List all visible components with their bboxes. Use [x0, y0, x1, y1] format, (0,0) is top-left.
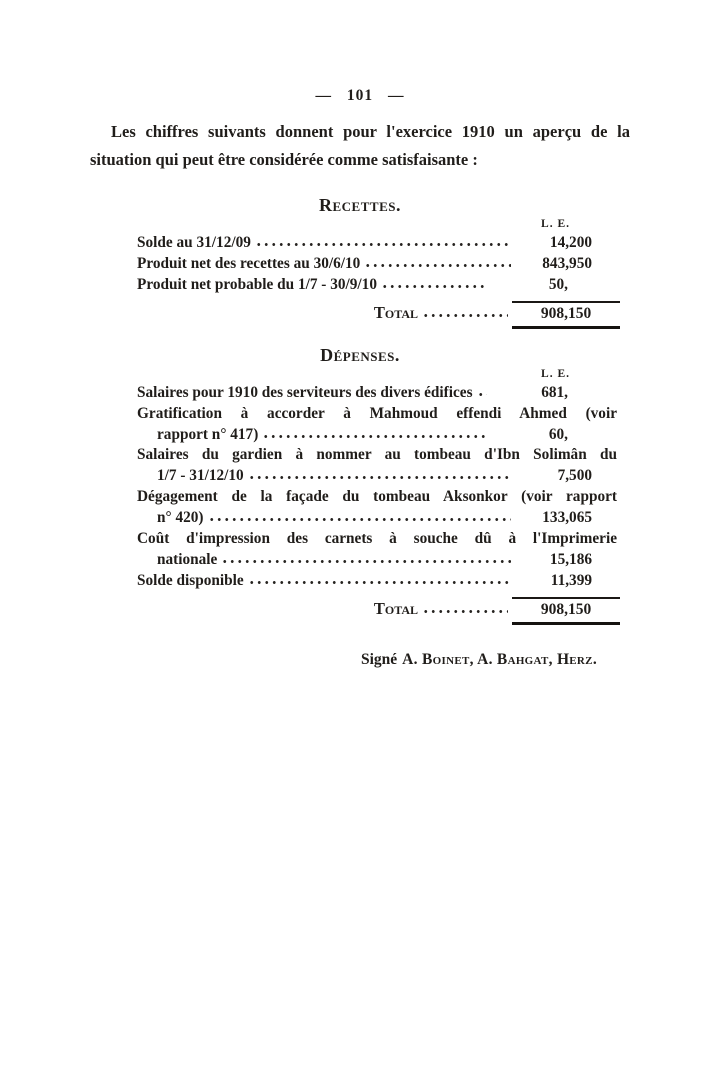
depenses-total-label: Total	[373, 598, 418, 618]
table-row-line	[137, 254, 617, 275]
row-label: nationale	[157, 550, 218, 568]
section-depenses	[90, 345, 630, 625]
row-dot-leader	[364, 263, 511, 268]
table-row-line	[137, 404, 617, 425]
row-value: 681,	[541, 383, 568, 401]
row-dot-leader	[221, 559, 511, 564]
recettes-table	[137, 233, 617, 296]
recettes-total-row	[90, 301, 630, 329]
row-dot-leader	[477, 392, 487, 397]
row-label: n° 420)	[157, 509, 204, 527]
table-row-line	[137, 508, 617, 529]
recettes-total-label: Total	[373, 302, 418, 322]
row-label: Dégagement de la façade du tombeau Aksonkor (voir rapport	[137, 488, 617, 506]
row-label: rapport n° 417)	[157, 425, 259, 443]
row-label: Salaires du gardien à nommer au tombeau d'Ibn Solimân du	[137, 446, 617, 464]
row-label: Coût d'impression des carnets à souche dû à l'Imprimerie	[137, 530, 617, 548]
row-label: Solde au 31/12/09	[137, 234, 251, 251]
recettes-currency-label: L. E.	[541, 218, 570, 230]
row-dot-leader	[262, 434, 487, 439]
depenses-total-row	[90, 597, 630, 625]
row-dot-leader	[248, 580, 511, 585]
table-row-line	[137, 487, 617, 508]
total-dot-leader	[422, 609, 508, 614]
recettes-title: Recettes.	[319, 195, 401, 215]
table-row-line	[137, 529, 617, 550]
row-label: Salaires pour 1910 des serviteurs des divers édifices	[137, 383, 473, 401]
row-label: Solde disponible	[137, 571, 244, 589]
intro-paragraph	[90, 118, 630, 173]
row-label: Gratification à accorder à Mahmoud effendi Ahmed (voir	[137, 404, 617, 422]
row-label: Produit net des recettes au 30/6/10	[137, 254, 361, 272]
depenses-table	[137, 383, 617, 592]
table-row-line	[137, 275, 617, 296]
row-dot-leader	[381, 284, 487, 289]
depenses-title: Dépenses.	[320, 344, 400, 365]
row-value: 133,065	[542, 509, 592, 527]
depenses-total-value: 908,150	[512, 597, 620, 625]
table-row-line	[137, 383, 617, 404]
table-row-line	[137, 445, 617, 466]
intro-line-1: Les chiffres suivants donnent pour l'exercice 1910 un aperçu de la	[111, 122, 630, 141]
page-number: — 101 —	[315, 87, 405, 104]
depenses-currency-label: L. E.	[541, 367, 570, 380]
total-dot-leader	[422, 313, 508, 318]
row-dot-leader	[208, 517, 512, 522]
row-dot-leader	[248, 475, 511, 480]
signature-names: A. Boinet, A. Bahgat, Herz.	[402, 650, 597, 668]
table-row-line	[137, 571, 617, 592]
section-recettes	[90, 195, 630, 329]
row-value: 50,	[548, 275, 568, 293]
table-row-line	[137, 550, 617, 571]
recettes-total-value: 908,150	[512, 301, 620, 329]
row-value: 15,186	[549, 550, 592, 568]
row-label: 1/7 - 31/12/10	[157, 467, 244, 485]
row-value: 11,399	[550, 571, 592, 589]
row-dot-leader	[255, 242, 511, 247]
row-value: 60,	[548, 425, 568, 443]
row-value: 7,500	[557, 467, 592, 485]
row-value: 14,200	[549, 234, 592, 251]
intro-line-2: situation qui peut être considérée comme satisfaisante :	[90, 149, 478, 169]
row-label: Produit net probable du 1/7 - 30/9/10	[137, 275, 377, 293]
row-value: 843,950	[542, 254, 592, 272]
page-content	[90, 0, 630, 669]
table-row-line	[137, 466, 617, 487]
table-row-line	[137, 425, 617, 446]
table-row-line	[137, 233, 617, 254]
signature-prefix: Signé	[360, 650, 398, 668]
signature-line	[90, 651, 630, 669]
